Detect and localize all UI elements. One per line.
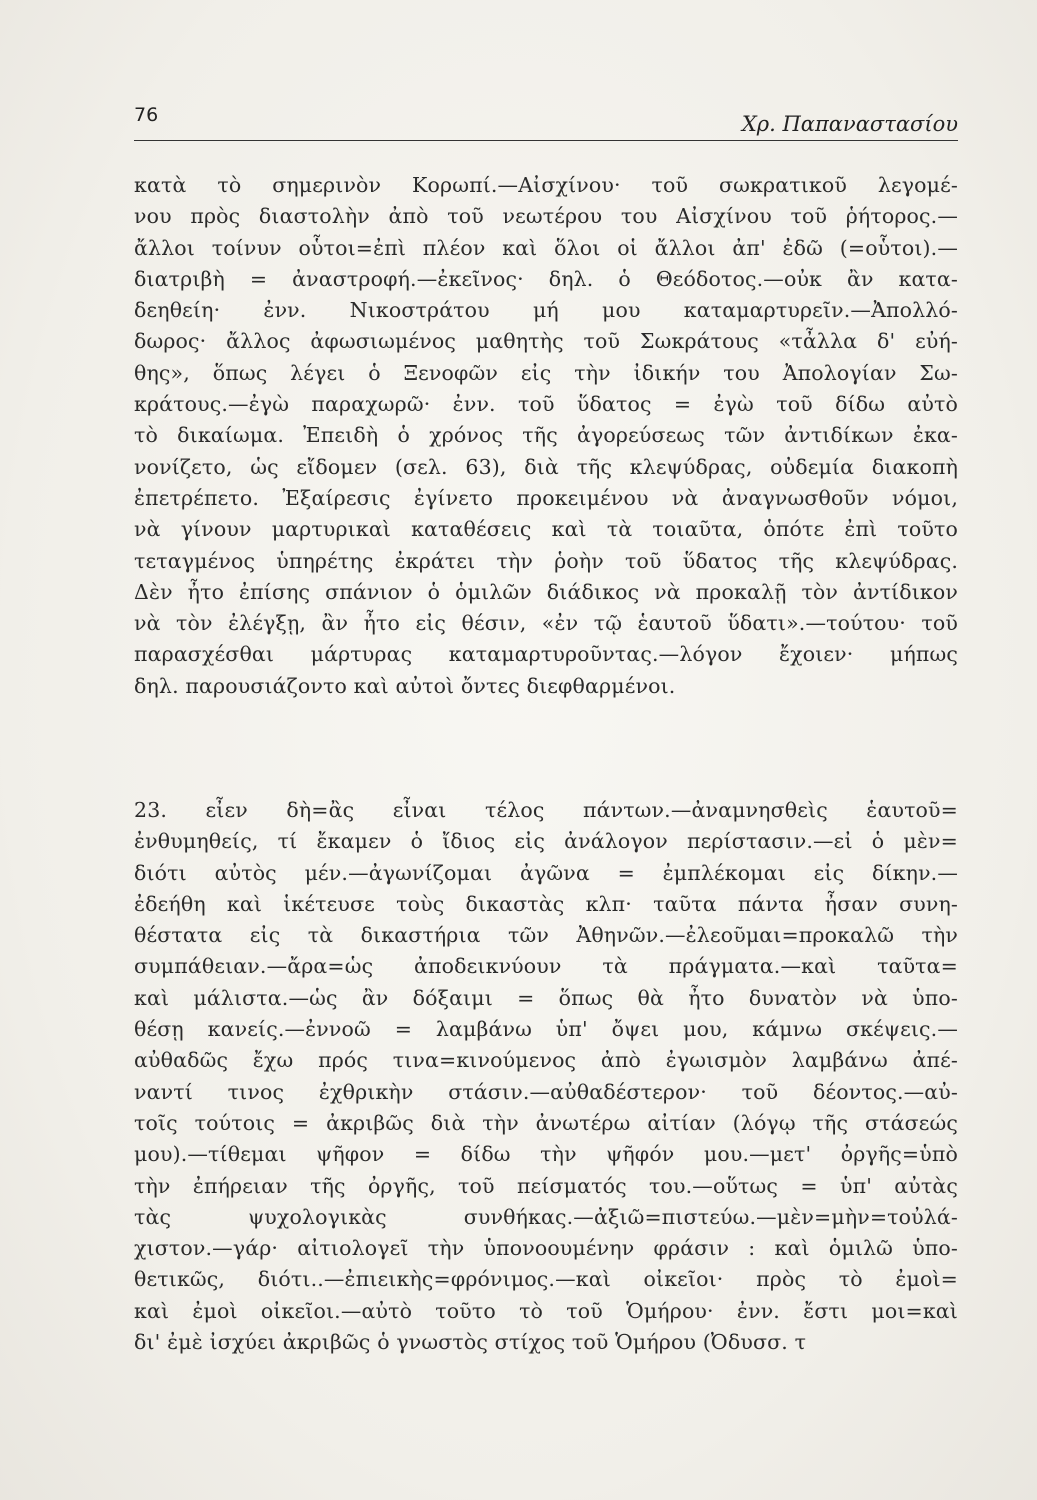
text-line: θέσῃ κανείς.—ἐννοῶ = λαμβάνω ὑπ' ὄψει μου, κάμνω σκέψεις.—	[134, 1017, 958, 1042]
text-line: νὰ τὸν ἐλέγξῃ, ἂν ἦτο εἰς θέσιν, «ἐν τῷ ἑαυτοῦ ὕδατι».—τούτου· τοῦ	[134, 611, 958, 636]
text-line: τὸ δικαίωμα. Ἐπειδὴ ὁ χρόνος τῆς ἀγορεύσεως τῶν ἀντιδίκων ἐκα-	[134, 423, 958, 448]
text-line: ἐπετρέπετο. Ἐξαίρεσις ἐγίνετο προκειμένου νὰ ἀναγνωσθοῦν νόμοι,	[134, 485, 958, 510]
text-line: τεταγμένος ὑπηρέτης ἐκράτει τὴν ῥοὴν τοῦ ὕδατος τῆς κλεψύδρας.	[134, 548, 958, 573]
text-line: Δὲν ἦτο ἐπίσης σπάνιον ὁ ὁμιλῶν διάδικος νὰ προκαλῇ τὸν ἀντίδικον	[134, 579, 958, 604]
text-line: θέστατα εἰς τὰ δικαστήρια τῶν Ἀθηνῶν.—ἐλεοῦμαι=προκαλῶ τὴν	[134, 923, 958, 948]
text-line: δωρος· ἄλλος ἀφωσιωμένος μαθητὴς τοῦ Σωκράτους «τἆλλα δ' εὐή-	[134, 329, 958, 354]
text-line: παρασχέσθαι μάρτυρας καταμαρτυροῦντας.—λόγον ἔχοιεν· μήπως	[134, 642, 958, 667]
text-line: αὐθαδῶς ἔχω πρός τινα=κινούμενος ἀπὸ ἐγωισμὸν λαμβάνω ἀπέ-	[134, 1048, 958, 1073]
text-line: τὴν ἐπήρειαν τῆς ὀργῆς, τοῦ πείσματός του.—οὕτως = ὑπ' αὐτὰς	[134, 1173, 958, 1198]
text-line: ναντί τινος ἐχθρικὴν στάσιν.—αὐθαδέστερον· τοῦ δέοντος.—αὐ-	[134, 1079, 958, 1104]
text-line: θετικῶς, διότι..—ἐπιεικὴς=φρόνιμος.—καὶ οἰκεῖοι· πρὸς τὸ ἐμοὶ=	[134, 1267, 958, 1292]
text-line: ἄλλοι τοίνυν οὗτοι=ἐπὶ πλέον καὶ ὅλοι οἱ ἄλλοι ἀπ' ἐδῶ (=οὗτοι).—	[134, 235, 958, 260]
text-line: χιστον.—γάρ· αἰτιολογεῖ τὴν ὑπονοουμένην φράσιν : καὶ ὁμιλῶ ὑπο-	[134, 1236, 958, 1261]
text-line: νὰ γίνουν μαρτυρικαὶ καταθέσεις καὶ τὰ τοιαῦτα, ὁπότε ἐπὶ τοῦτο	[134, 517, 958, 542]
text-line: δεηθείη· ἐνν. Νικοστράτου μή μου καταμαρτυρεῖν.—Ἀπολλό-	[134, 298, 958, 323]
page-header	[134, 104, 958, 141]
text-line: τὰς ψυχολογικὰς συνθήκας.—ἀξιῶ=πιστεύω.—μὲν=μὴν=τοὐλά-	[134, 1204, 958, 1229]
text-line: κράτους.—ἐγὼ παραχωρῶ· ἐνν. τοῦ ὕδατος = ἐγὼ τοῦ δίδω αὐτὸ	[134, 392, 958, 417]
text-line: ἐνθυμηθείς, τί ἔκαμεν ὁ ἴδιος εἰς ἀνάλογον περίστασιν.—εἰ ὁ μὲν=	[134, 829, 958, 854]
text-line: διότι αὐτὸς μέν.—ἀγωνίζομαι ἀγῶνα = ἐμπλέκομαι εἰς δίκην.—	[134, 860, 958, 885]
text-line: μου).—τίθεμαι ψῆφον = δίδω τὴν ψῆφόν μου.—μετ' ὀργῆς=ὑπὸ	[134, 1142, 958, 1167]
running-head: Χρ. Παπαναστασίου	[741, 112, 958, 136]
text-line: συμπάθειαν.—ἄρα=ὡς ἀποδεικνύουν τὰ πράγματα.—καὶ ταῦτα=	[134, 954, 958, 979]
page-number: 76	[134, 104, 159, 126]
text-line: νονίζετο, ὡς εἴδομεν (σελ. 63), διὰ τῆς κλεψύδρας, οὐδεμία διακοπὴ	[134, 454, 958, 479]
text-line: θης», ὅπως λέγει ὁ Ξενοφῶν εἰς τὴν ἰδικήν του Ἀπολογίαν Σω-	[134, 360, 958, 385]
text-line: καὶ ἐμοὶ οἰκεῖοι.—αὐτὸ τοῦτο τὸ τοῦ Ὁμήρου· ἐνν. ἔστι μοι=καὶ	[134, 1298, 958, 1323]
text-line: καὶ μάλιστα.—ὡς ἂν δόξαιμι = ὅπως θὰ ἦτο δυνατὸν νὰ ὑπο-	[134, 985, 958, 1010]
commentary-paragraph-1	[134, 170, 958, 702]
text-line: νου πρὸς διαστολὴν ἀπὸ τοῦ νεωτέρου του Αἰσχίνου τοῦ ῥήτορος.—	[134, 204, 958, 229]
text-line: δι' ἐμὲ ἰσχύει ἀκριβῶς ὁ γνωστὸς στίχος τοῦ Ὁμήρου (Ὀδυσσ. τ	[134, 1330, 807, 1355]
text-line: τοῖς τούτοις = ἀκριβῶς διὰ τὴν ἀνωτέρω αἰτίαν (λόγῳ τῆς στάσεώς	[134, 1110, 958, 1135]
text-line: δηλ. παρουσιάζοντο καὶ αὐτοὶ ὄντες διεφθαρμένοι.	[134, 673, 676, 698]
text-line: 23. εἶεν δὴ=ἂς εἶναι τέλος πάντων.—ἀναμνησθεὶς ἑαυτοῦ=	[134, 798, 958, 822]
commentary-paragraph-2	[134, 795, 958, 1358]
text-line: κατὰ τὸ σημερινὸν Κορωπί.—Αἰσχίνου· τοῦ σωκρατικοῦ λεγομέ-	[134, 173, 958, 197]
text-line: διατριβὴ = ἀναστροφή.—ἐκεῖνος· δηλ. ὁ Θεόδοτος.—οὐκ ἂν κατα-	[134, 266, 958, 291]
text-line: ἐδεήθη καὶ ἱκέτευσε τοὺς δικαστὰς κλπ· ταῦτα πάντα ἦσαν συνη-	[134, 891, 958, 916]
